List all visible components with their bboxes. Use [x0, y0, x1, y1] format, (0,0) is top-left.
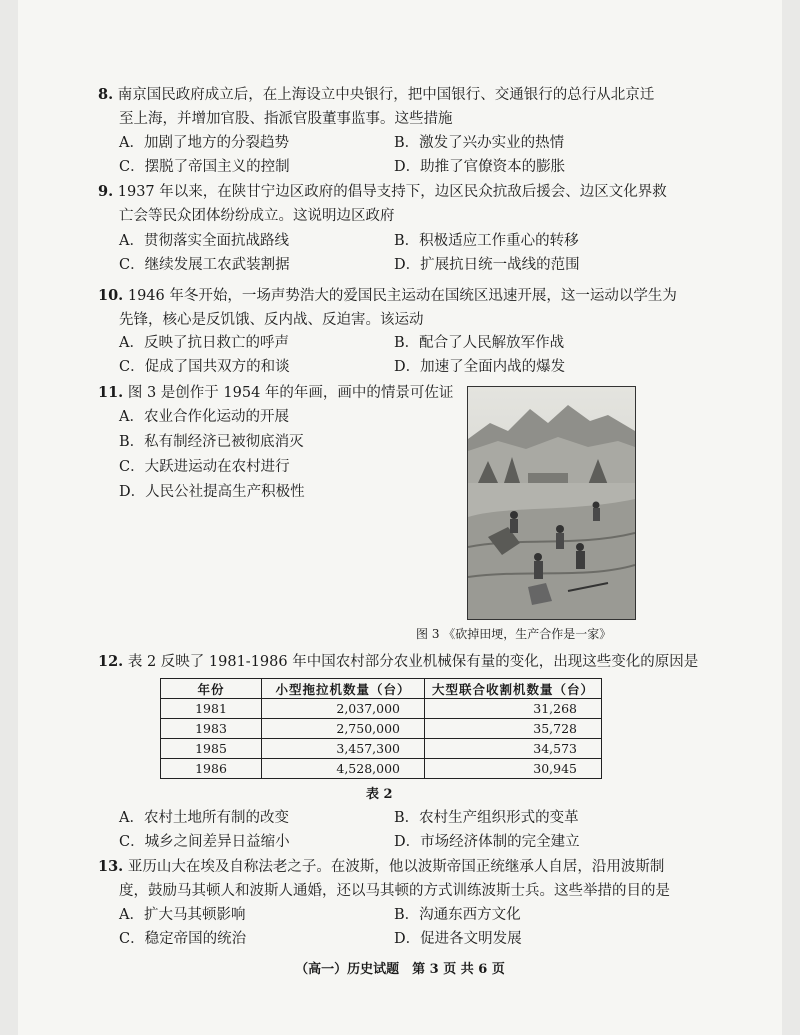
option-c: C．城乡之间差异日益缩小: [119, 834, 290, 850]
question-number: 13.: [98, 858, 124, 875]
table-header-cell: 年份: [161, 679, 262, 699]
figure-3-painting: [467, 386, 636, 620]
table-cell: 31,268: [425, 699, 602, 719]
question-stem-line: 南京国民政府成立后，在上海设立中央银行，把中国银行、交通银行的总行从北京迁: [117, 87, 655, 103]
question-9: [98, 180, 667, 228]
question-10: [98, 284, 677, 332]
table-header-cell: 大型联合收割机数量（台）: [425, 679, 602, 699]
table-cell: 2,037,000: [262, 699, 425, 719]
table-header-cell: 小型拖拉机数量（台）: [262, 679, 425, 699]
question-stem-line: 1937 年以来，在陕甘宁边区政府的倡导支持下，边区民众抗敌后援会、边区文化界救: [117, 184, 667, 200]
question-stem-line: 先锋，核心是反饥饿、反内战、反迫害。该运动: [119, 312, 424, 328]
option-b: B．积极适应工作重心的转移: [394, 233, 579, 249]
question-number: 8.: [98, 86, 114, 103]
question-number: 11.: [98, 384, 124, 401]
option-b: B．配合了人民解放军作战: [394, 335, 565, 351]
question-stem-line: 图 3 是创作于 1954 年的年画，画中的情景可佐证: [127, 385, 454, 401]
question-8: [98, 83, 654, 131]
option-a: A．贯彻落实全面抗战路线: [119, 233, 289, 249]
question-stem-line: 表 2 反映了 1981-1986 年中国农村部分农业机械保有量的变化，出现这些变化的原因是: [127, 654, 699, 670]
question-number: 9.: [98, 183, 114, 200]
option-a: A．加剧了地方的分裂趋势: [119, 135, 289, 151]
option-b: B．沟通东西方文化: [394, 907, 521, 923]
option-c: C．摆脱了帝国主义的控制: [119, 159, 290, 175]
table-cell: 1983: [161, 719, 262, 739]
farming-scene-image: [468, 387, 635, 619]
question-stem-line: 度，鼓励马其顿人和波斯人通婚，还以马其顿的方式训练波斯士兵。这些举措的目的是: [119, 883, 670, 899]
exam-page: [18, 0, 782, 1035]
table-row: [161, 739, 602, 759]
option-a: A．农村土地所有制的改变: [119, 810, 289, 826]
question-stem-line: 至上海，并增加官股、指派官股董事监事。这些措施: [119, 111, 453, 127]
table-cell: 35,728: [425, 719, 602, 739]
question-stem-line: 亚历山大在埃及自称法老之子。在波斯，他以波斯帝国正统继承人自居，沿用波斯制: [127, 859, 665, 875]
option-c: C．促成了国共双方的和谈: [119, 359, 290, 375]
option-d: D．促进各文明发展: [394, 931, 522, 947]
question-stem-line: 1946 年冬开始，一场声势浩大的爱国民主运动在国统区迅速开展，这一运动以学生为: [127, 288, 677, 304]
option-d: D．人民公社提高生产积极性: [119, 484, 305, 500]
option-d: D．扩展抗日统一战线的范围: [394, 257, 580, 273]
question-number: 12.: [98, 653, 124, 670]
table-cell: 1981: [161, 699, 262, 719]
option-c: C．大跃进运动在农村进行: [119, 459, 290, 475]
table-cell: 4,528,000: [262, 759, 425, 779]
page-footer: （高一）历史试题 第 3 页 共 6 页: [295, 962, 505, 977]
option-a: A．农业合作化运动的开展: [119, 409, 289, 425]
table-cell: 2,750,000: [262, 719, 425, 739]
option-a: A．反映了抗日救亡的呼声: [119, 335, 289, 351]
table-row: [161, 759, 602, 779]
option-b: B．农村生产组织形式的变革: [394, 810, 579, 826]
question-12: [98, 650, 698, 674]
table-cell: 30,945: [425, 759, 602, 779]
option-a: A．扩大马其顿影响: [119, 907, 246, 923]
table-cell: 1986: [161, 759, 262, 779]
table-caption: 表 2: [366, 787, 393, 802]
table-header-row: [161, 679, 602, 699]
table-2: [160, 678, 602, 779]
table-cell: 3,457,300: [262, 739, 425, 759]
option-d: D．助推了官僚资本的膨胀: [394, 159, 566, 175]
question-stem-line: 亡会等民众团体纷纷成立。这说明边区政府: [119, 208, 395, 224]
question-13: [98, 855, 670, 903]
option-d: D．加速了全面内战的爆发: [394, 359, 566, 375]
option-d: D．市场经济体制的完全建立: [394, 834, 580, 850]
table-cell: 1985: [161, 739, 262, 759]
option-b: B．私有制经济已被彻底消灭: [119, 434, 304, 450]
table-row: [161, 699, 602, 719]
question-11: [98, 381, 453, 405]
option-c: C．稳定帝国的统治: [119, 931, 247, 947]
figure-caption: 图 3 《砍掉田埂，生产合作是一家》: [416, 627, 612, 641]
table-cell: 34,573: [425, 739, 602, 759]
question-number: 10.: [98, 287, 124, 304]
option-c: C．继续发展工农武装割据: [119, 257, 290, 273]
table-row: [161, 719, 602, 739]
option-b: B．激发了兴办实业的热情: [394, 135, 565, 151]
